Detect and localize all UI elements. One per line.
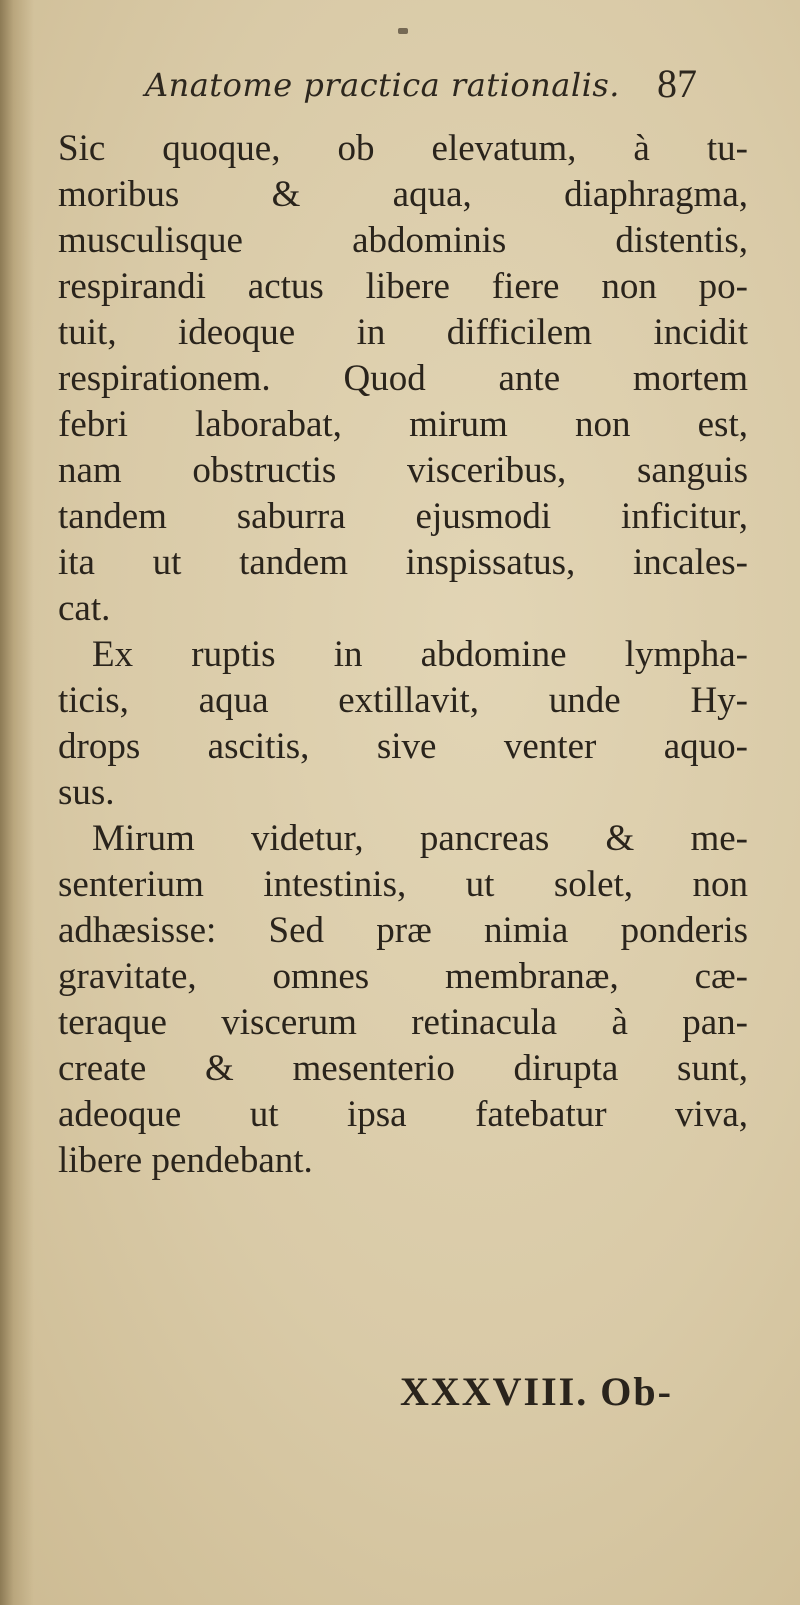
ink-mark [398, 28, 408, 34]
text-line: Ex ruptis in abdomine lympha- [92, 634, 748, 675]
text-line: ita ut tandem inspissatus, incales- [58, 542, 748, 583]
text-line: drops ascitis, sive venter aquo- [58, 726, 748, 767]
text-line: libere pendebant. [58, 1140, 313, 1181]
page-number: 87 [657, 61, 697, 106]
text-line: teraque viscerum retinacula à pan- [58, 1002, 748, 1043]
text-line: nam obstructis visceribus, sanguis [58, 450, 748, 491]
text-line: sus. [58, 772, 115, 813]
text-line: adhæsisse: Sed præ nimia ponderis [58, 910, 748, 951]
text-line: ticis, aqua extillavit, unde Hy- [58, 680, 748, 721]
text-line: senterium intestinis, ut solet, non [58, 864, 748, 905]
running-head [145, 60, 745, 120]
body-text [58, 126, 748, 1184]
text-line: adeoque ut ipsa fatebatur viva, [58, 1094, 748, 1135]
text-line: febri laborabat, mirum non est, [58, 404, 748, 445]
text-line: moribus & aqua, diaphragma, [58, 174, 748, 215]
text-line: Sic quoque, ob elevatum, à tu- [58, 128, 748, 169]
text-line: respirationem. Quod ante mortem [58, 358, 748, 399]
text-line: cat. [58, 588, 111, 629]
catchword: XXXVIII. Ob- [400, 1369, 673, 1414]
text-line: gravitate, omnes membranæ, cæ- [58, 956, 748, 997]
text-line: Mirum videtur, pancreas & me- [92, 818, 748, 859]
gutter-shadow [0, 0, 34, 1605]
text-line: create & mesenterio dirupta sunt, [58, 1048, 748, 1089]
text-line: musculisque abdominis distentis, [58, 220, 748, 261]
text-line: tandem saburra ejusmodi inficitur, [58, 496, 748, 537]
text-line: respirandi actus libere fiere non po- [58, 266, 748, 307]
text-line: tuit, ideoque in difficilem incidit [58, 312, 748, 353]
running-head-title: Anatome practica rationalis. [145, 66, 620, 104]
